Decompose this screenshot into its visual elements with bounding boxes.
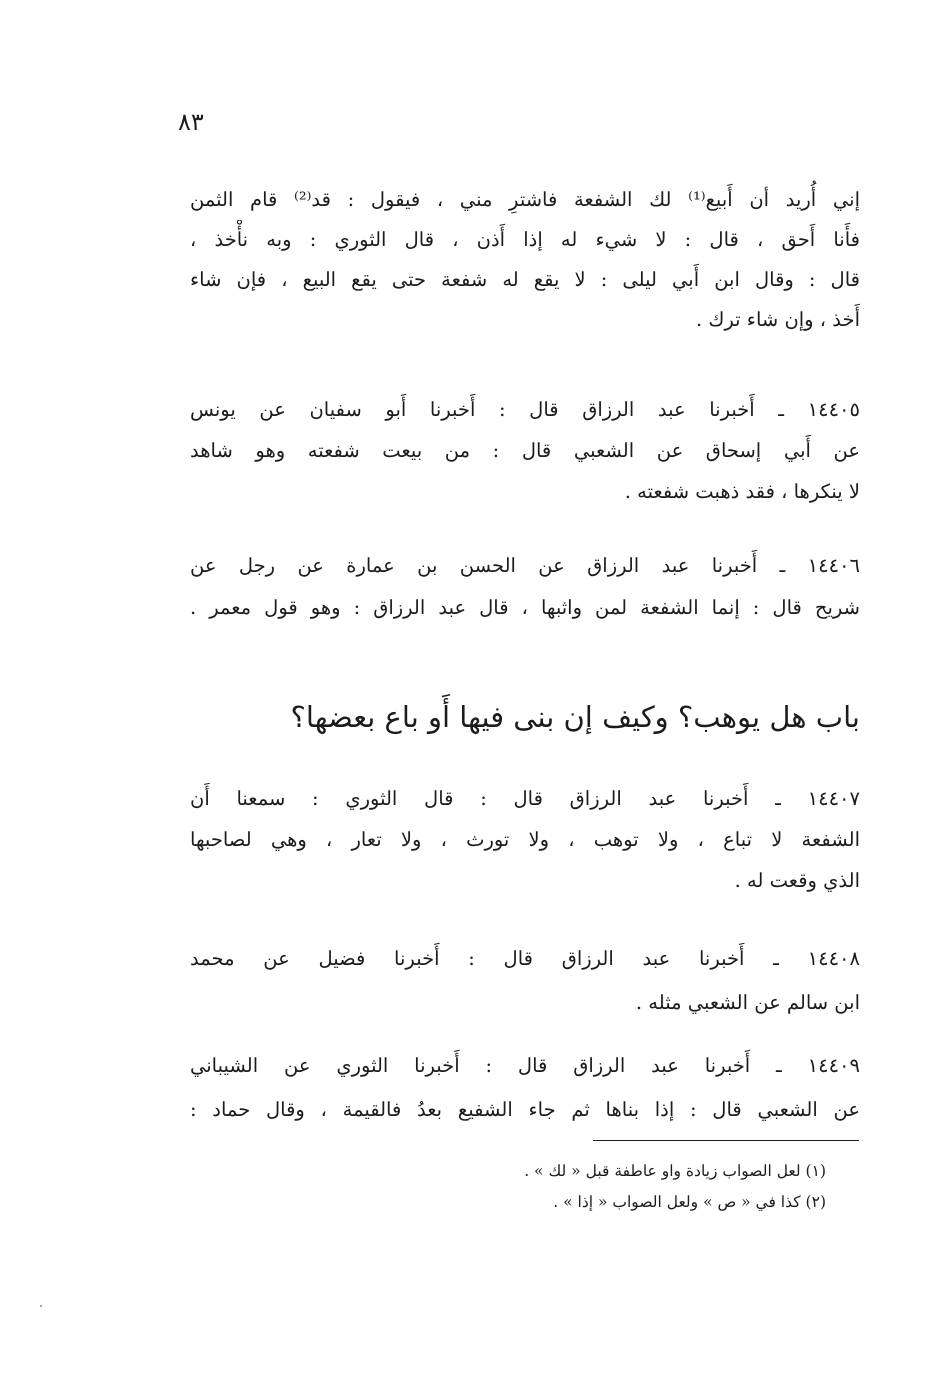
- text-line: ١٤٤٠٥ ـ أَخبرنا عبد الرزاق قال : أَخبرنا أَبو سفيان عن يونس: [190, 398, 860, 421]
- text-line: إني أُريد أن أَبيع⁽¹⁾ لك الشفعة فاشترِ مني ، فيقول : قد⁽²⁾ قام الثمن: [190, 188, 860, 211]
- paragraph-continuation: [190, 180, 860, 340]
- text-line: قال : وقال ابن أَبي ليلى : لا يقع له شفعة حتى يقع البيع ، فإن شاء: [190, 268, 860, 291]
- text-line: لا ينكرها ، فقد ذهبت شفعته .: [624, 480, 860, 503]
- footnote-2: (٢) كذا في « ص » ولعل الصواب « إذا » .: [553, 1193, 826, 1211]
- text-line: فأَنا أَحق ، قال : لا شيء له إذا أَذن ، قال الثوري : وبه نأْخذ ،: [190, 228, 860, 251]
- text-line: ابن سالم عن الشعبي مثله .: [635, 991, 860, 1014]
- text-line: الشفعة لا تباع ، ولا توهب ، ولا تورث ، ولا تعار ، وهي لصاحبها: [190, 828, 860, 851]
- page-number: ٨٣: [178, 108, 204, 136]
- hadith-14405: [190, 389, 860, 512]
- chapter-heading: باب هل يوهب؟ وكيف إن بنى فيها أَو باع بعضها؟: [290, 700, 860, 734]
- text-line: ١٤٤٠٩ ـ أَخبرنا عبد الرزاق قال : أَخبرنا الثوري عن الشيباني: [190, 1054, 860, 1077]
- footnotes: [380, 1156, 826, 1218]
- footnote-separator: [593, 1140, 859, 1141]
- hadith-14407: [190, 778, 860, 901]
- text-line: شريح قال : إنما الشفعة لمن واثبها ، قال عبد الرزاق : وهو قول معمر .: [190, 596, 860, 619]
- text-line: أَخذ ، وإن شاء ترك .: [695, 308, 860, 331]
- hadith-14406: [190, 545, 860, 629]
- scan-speck: [40, 1305, 42, 1307]
- text-line: ١٤٤٠٨ ـ أَخبرنا عبد الرزاق قال : أَخبرنا فضيل عن محمد: [190, 947, 860, 970]
- footnote-1: (١) لعل الصواب زيادة واو عاطفة قبل « لك » .: [524, 1162, 826, 1180]
- text-line: ١٤٤٠٧ ـ أَخبرنا عبد الرزاق قال : قال الثوري : سمعنا أَن: [190, 787, 860, 810]
- text-line: عن أَبي إسحاق عن الشعبي قال : من بيعت شفعته وهو شاهد: [190, 439, 860, 462]
- hadith-14408: [190, 937, 860, 1025]
- text-line: الذي وقعت له .: [734, 869, 860, 892]
- text-line: ١٤٤٠٦ ـ أَخبرنا عبد الرزاق عن الحسن بن عمارة عن رجل عن: [190, 554, 860, 577]
- text-line: عن الشعبي قال : إذا بناها ثم جاء الشفيع بعدُ فالقيمة ، وقال حماد :: [190, 1098, 860, 1121]
- hadith-14409: [190, 1044, 860, 1132]
